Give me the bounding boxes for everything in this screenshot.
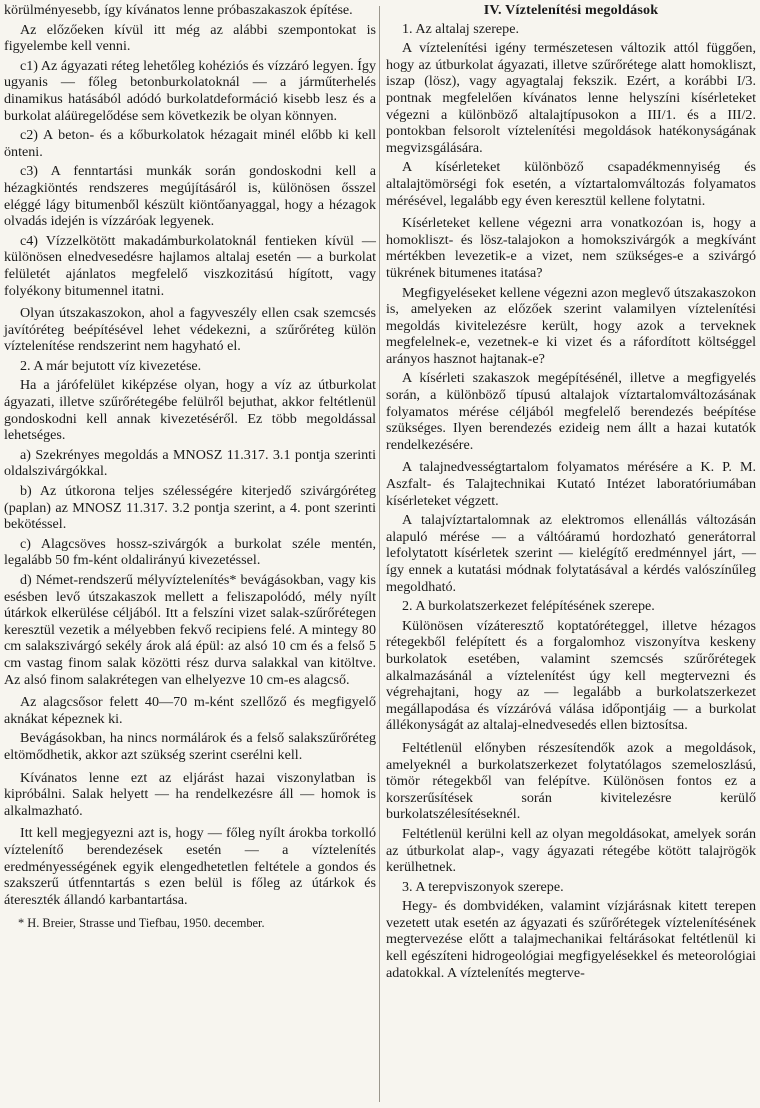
paragraph: Itt kell megjegyezni azt is, hogy — főleg nyílt árokba torkolló víztelenítő berendezések esetén — a víztelenítés eredményességének egyik elengedhetetlen feltétele a gondos és szakszerű útfenntartás s ezen belül is főleg az útárkok és átereszték állandó karbantartása. [4,825,376,908]
paragraph: Az alagcsősor felett 40—70 m-ként szellőző és megfigyelő aknákat képeznek ki. [4,694,376,727]
paragraph: a) Szekrényes megoldás a MNOSZ 11.317. 3.1 pontja szerinti oldalszivárgókkal. [4,446,376,480]
column-divider [379,6,380,1102]
paragraph: körülményesebb, így kívánatos lenne próbaszakaszok építése. [4,2,353,18]
paragraph: A víztelenítési igény természetesen változik attól függően, hogy az útburkolat ágyazati, illetve szűrőrétege alatt homokliszt, iszap (lösz), vagy agyagtalaj fekszik. Ezért, a korábbi I/3. pontnak megfelelően kívánatos lenne helyszíni kísérleteket végezni a különböző altalajtípusokon a III/1. és a III/2. pontokban felsorolt víztelenítési megoldások hatékonyságának megvizsgálására. [386,40,756,156]
paragraph: Ha a járófelület kiképzése olyan, hogy a víz az útburkolat ágyazati, illetve szűrőrétegébe felülről bejuthat, akkor feltétlenül gondoskodni kell annak kivezetéséről. Ez több megoldással lehetséges. [4,377,376,444]
subsection-heading: 1. Az altalaj szerepe. [402,20,519,37]
paragraph: c1) Az ágyazati réteg lehetőleg kohéziós és vízzáró legyen. Így ugyanis — főleg betonburkolatoknál — a járműterhelés dinamikus hatásából adódó burkolatdeformáció kisebb lesz és a burkolat aláüregelődése sem következik be olyan könnyen. [4,57,376,124]
paragraph: A kísérleti szakaszok megépítésénél, illetve a megfigyelés során, a különböző típusú altalajok víztartalomváltozásának folyamatos mérése céljából megfelelő berendezés beépítése szükséges. Ilyen berendezés ezideig nem állt a hazai kutatók rendelkezésére. [386,370,756,453]
paragraph: A talajnedvességtartalom folyamatos mérésére a K. P. M. Aszfalt- és Talajtechnikai Kutató Intézet laboratóriumában kísérleteket végzett. [386,459,756,509]
paragraph: A kísérleteket különböző csapadékmennyiség és altalajtömörségi fok esetén, a víztartalomváltozás folyamatos mérésével, legalább egy éven keresztül kellene folytatni. [386,159,756,209]
subsection-heading: 2. A már bejutott víz kivezetése. [20,357,202,374]
right-column [386,2,756,984]
paragraph: c) Alagcsöves hossz-szivárgók a burkolat széle mentén, legalább 50 fm-ként oldalirányú kivezetéssel. [4,535,376,569]
paragraph: b) Az útkorona teljes szélességére kiterjedő szivárgóréteg (paplan) az MNOSZ 11.317. 3.2 pontja szerint, a 4. pont szerinti bekötéssel. [4,483,376,533]
paragraph: c3) A fenntartási munkák során gondoskodni kell a hézagkiöntés rendszeres megújításáról is, különösen ősszel eléggé lágy bitumenből készült kiöntőanyaggal, hogy a hézagok olvadás idején is vízzáróak legyenek. [4,163,376,230]
footnote: * H. Breier, Strasse und Tiefbau, 1950. december. [18,916,265,931]
paragraph: Olyan útszakaszokon, ahol a fagyveszély ellen csak szemcsés javítóréteg beépítésével lehet védekezni, a szűrőréteg külön víztelenítése rendszerint nem hagyható el. [4,305,376,355]
paragraph: Az előzőeken kívül itt még az alábbi szempontokat is figyelembe kell venni. [4,21,376,55]
left-column [4,2,376,934]
paragraph: A talajvíztartalomnak az elektromos ellenállás változásán alapuló mérése — a váltóáramú hordozható generátorral lefolytatott kísérletek szerint — kielégítő eredménnyel járt, — így ennek a kutatási módnak folytatásával a kérdés valószínűleg megoldható. [386,512,756,595]
paragraph: Megfigyeléseket kellene végezni azon meglevő útszakaszokon is, amelyeken az előzőek szerint valamilyen víztelenítési megoldás kivitelezésre került, hogy azok a terveknek megfelelnek-e, vezetnek-e ki vizet és a ráfordított költséggel arányos hasznot hajtanak-e? [386,284,756,367]
paragraph: Feltétlenül kerülni kell az olyan megoldásokat, amelyek során az útburkolat alap-, vagy ágyazati rétegébe kötött talajrögök kerülhetnek. [386,825,756,876]
paragraph: Kívánatos lenne ezt az eljárást hazai viszonylatban is kipróbálni. Salak helyett — ha rendelkezésre áll — homok is alkalmazható. [4,769,376,819]
paragraph: Különösen vízáteresztő koptatóréteggel, illetve hézagos rétegekből felépített és a forgalomhoz viszonyítva keskeny burkolatok esetében, valamint szemcsés szűrőrétegek alkalmazásánál a víztelenítést úgy kell megtervezni és végrehajtani, hogy az — legalább a burkolatszerkezet megállapodása és vízzáróvá válása időpontjáig — a burkolat állékonyságát az altalaj-elnedvesedés ellen biztosítsa. [386,617,756,734]
subsection-heading: 2. A burkolatszerkezet felépítésének szerepe. [402,598,655,615]
paragraph: c4) Vízzelkötött makadámburkolatoknál fentieken kívül — különösen elnedvesedésre hajlamos altalaj esetén — a burkolat felületét ajánlatos megfelelő viszkozitású hígított, vagy folyékony bitumennel itatni. [4,232,376,299]
paragraph: Kísérleteket kellene végezni arra vonatkozóan is, hogy a homokliszt- és lösz-talajokon a homokszivárgók a megkívánt mértékben levezetik-e a vizet, nem szükséges-e a szivárgó tükrének bitumenes itatása? [386,215,756,281]
paragraph: Hegy- és dombvidéken, valamint vízjárásnak kitett terepen vezetett utak esetén az ágyazati és szűrőrétegek víztelenítésének megtervezése előtt a talajmechanikai feltárásokat feltétlenül ki kell egészíteni hidrogeológiai megfigyelésekkel és meteorológiai adatokkal. A víztelenítés megterve- [386,898,756,981]
section-heading: IV. Víztelenítési megoldások [483,2,659,18]
paragraph: Bevágásokban, ha nincs normálárok és a felső salakszűrőréteg eltömődhetik, akkor azt szükség szerint cserélni kell. [4,730,376,763]
paragraph: d) Német-rendszerű mélyvíztelenítés* bevágásokban, vagy kis esésben levő útszakaszok mellett a feliszapolódó, mély nyílt útárkok elkerülése céljából. Itt a felszíni vizet salak-szűrőrétegen keresztül vezetik a mélyebben fekvő recipiens felé. A mintegy 80 cm salakszivárgó sekély árok alá épül: az alsó 10 cm és a felső 5 cm vastag finom salak közötti rész durva salakkal van kitöltve. Az alsó finom salakrétegen van elhelyezve 10 cm-es alagcső. [4,572,376,688]
paragraph: c2) A beton- és a kőburkolatok hézagait minél előbb ki kell önteni. [4,127,376,160]
paragraph: Feltétlenül előnyben részesítendők azok a megoldások, amelyeknél a burkolatszerkezet folytatólagos szemeloszlású, tömör rétegekből van felépítve. Különösen fontos ez a korszerűsítések során kivitelezésre kerülő burkolatszélesítéseknél. [386,739,756,823]
subsection-heading: 3. A terepviszonyok szerepe. [402,878,564,895]
